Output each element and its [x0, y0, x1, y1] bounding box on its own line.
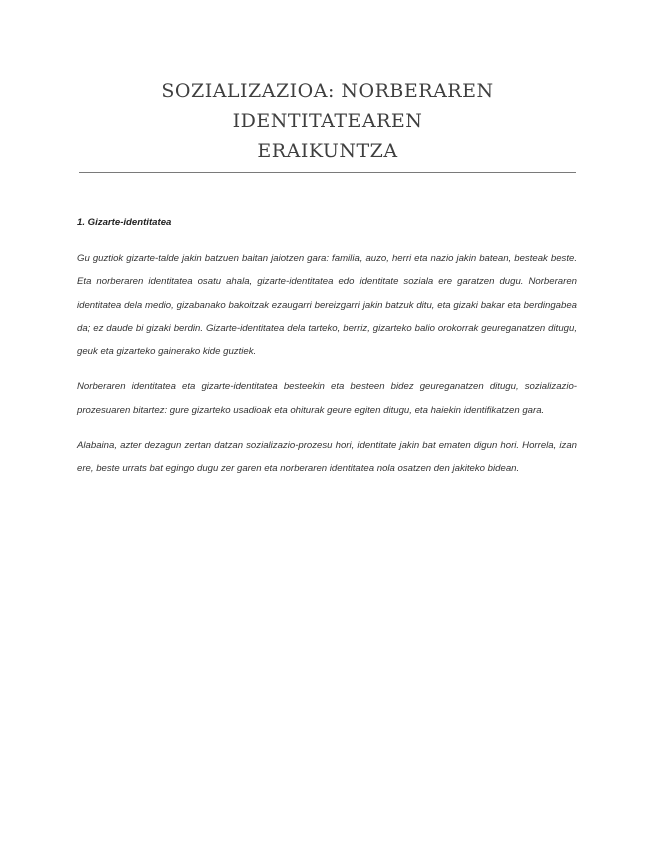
body-paragraph-1: Gu guztiok gizarte-talde jakin batzuen baitan jaiotzen gara: familia, auzo, herri eta nazio jakin batean, besteak beste. Eta norberaren identitatea osatu ahala, gizarte-identitatea edo identitate soziala ere garatzen dugu. Norberaren identitatea dela medio, gizabanako bakoitzak ezaugarri bereizgarri jakin batzuk ditu, eta gizaki bakar eta berdingabea da; ez daude bi gizaki berdin. Gizarte-identitatea dela tarteko, berriz, gizarteko balio orokorrak geureganatzen ditugu, geuk eta gizarteko gainerako kide guztiek.	[77, 253, 577, 358]
document-title	[80, 76, 575, 166]
title-line-1: SOZIALIZAZIOA: NORBERAREN IDENTITATEAREN	[161, 80, 494, 132]
document-body	[77, 215, 577, 493]
section-heading: 1. Gizarte-identitatea	[77, 217, 172, 228]
title-line-2: ERAIKUNTZA	[257, 140, 398, 162]
body-paragraph-3: Alabaina, azter dezagun zertan datzan sozializazio-prozesu hori, identitate jakin bat ematen digun hori. Horrela, izan ere, beste urrats bat egingo dugu zer garen eta norberaren identitatea nola osatzen den jakiteko bidean.	[77, 440, 577, 475]
title-divider	[79, 172, 576, 173]
body-paragraph-2: Norberaren identitatea eta gizarte-identitatea besteekin eta besteen bidez geureganatzen ditugu, sozializazio-prozesuaren bitartez: gure gizarteko usadioak eta ohiturak geure egiten ditugu, eta haiekin identifikatzen gara.	[77, 381, 577, 416]
